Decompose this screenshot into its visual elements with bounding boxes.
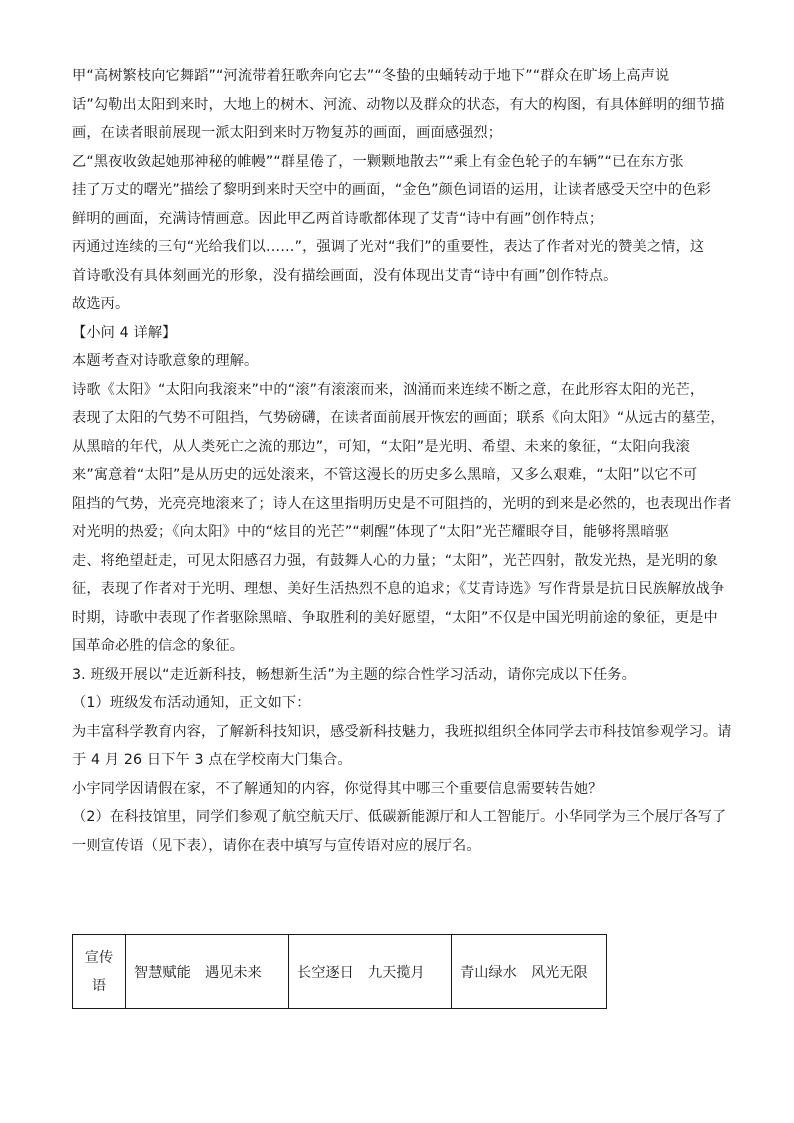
text-line: （1）班级发布活动通知，正文如下： [72,695,311,711]
text-line: 3. 班级开展以“走近新科技，畅想新生活”为主题的综合性学习活动，请你完成以下任务。 [72,666,636,683]
table-row [73,935,607,1009]
slogan-table [72,934,607,1009]
text-line: 首诗歌没有具体刻画光的形象，没有描绘画面，没有体现出艾青“诗中有画”创作特点。 [72,267,618,284]
text-line: 对光明的热爱；《向太阳》中的“炫目的光芒”“刺醒”体现了“太阳”光芒耀眼夺目，能够将黑暗驱 [72,524,670,540]
text-line: 甲“高树繁枝向它舞蹈”“河流带着狂歌奔向它去”“冬蛰的虫蛹转动于地下”“群众在旷场上高声说 [72,68,670,84]
text-line: 诗歌《太阳》“太阳向我滚来”中的“滚”有滚滚而来，汹涌而来连续不断之意，在此形容太阳的光芒， [72,381,705,398]
table-header-cell [73,935,126,1009]
text-line: 征，表现了作者对于光明、理想、美好生活热烈不息的追求；《艾青诗选》写作背景是抗日民族解放战争 [72,581,725,597]
text-line: 从黑暗的年代，从人类死亡之流的那边”，可知，“太阳”是光明、希望、未来的象征，“太阳向我滚 [72,438,690,455]
text-line: 走、将绝望赶走，可见太阳感召力强，有鼓舞人心的力量；“太阳”，光芒四射，散发光热，是光明的象 [72,552,718,569]
text-line: 鲜明的画面，充满诗情画意。因此甲乙两首诗歌都体现了艾青“诗中有画”创作特点； [72,210,604,227]
text-line: 挂了万丈的曙光”描绘了黎明到来时天空中的画面，“金色”颜色词语的运用，让读者感受天空中的色彩 [72,182,712,198]
text-line: 话”勾勒出太阳到来时，大地上的树木、河流、动物以及群众的状态，有大的构图，有具体鲜明的细节描 [72,96,725,113]
text-line: 画，在读者眼前展现一派太阳到来时万物复苏的画面，画面感强烈； [72,125,503,141]
text-line: 丙通过连续的三句“光给我们以……”，强调了光对“我们”的重要性，表达了作者对光的赞美之情，这 [72,239,705,255]
text-line: 时期，诗歌中表现了作者驱除黑暗、争取胜利的美好愿望，“太阳”不仅是中国光明前途的象征，更是中 [72,609,718,626]
text-line: 国革命必胜的信念的象征。 [72,638,245,654]
text-line: 为丰富科学教育内容，了解新科技知识，感受新科技魅力，我班拟组织全体同学去市科技馆参观学习。请 [72,723,732,740]
text-line: 表现了太阳的气势不可阻挡，气势磅礴，在读者面前展开恢宏的画面；联系《向太阳》“从远古的墓茔， [72,410,725,426]
text-line: 【小问 4 详解】 [72,324,177,341]
text-line: 小宇同学因请假在家，不了解通知的内容，你觉得其中哪三个重要信息需要转告她？ [72,780,603,797]
text-line: 于 4 月 26 日下午 3 点在学校南大门集合。 [72,752,352,768]
slogan-cell-1: 智慧赋能 遇见未来 [126,935,289,1009]
text-line: 阻挡的气势，光亮亮地滚来了；诗人在这里指明历史是不可阻挡的，光明的到来是必然的，也表现出作者 [72,495,732,512]
header-text-line2: 语 [91,977,107,994]
header-text-line1: 宣传 [84,949,114,966]
text-line: 本题考查对诗歌意象的理解。 [72,353,259,369]
slogan-cell-3: 青山绿水 风光无限 [452,935,607,1009]
text-line: （2）在科技馆里，同学们参观了航空航天厅、低碳新能源厅和人工智能厅。小华同学为三个展厅各写了 [72,809,727,825]
text-line: 来”寓意着“太阳”是从历史的远处滚来，不管这漫长的历史多么黑暗，又多么艰难，“太阳”以它不可 [72,467,698,483]
text-line: 一则宣传语（见下表），请你在表中填写与宣传语对应的展厅名。 [72,837,481,854]
text-line: 乙“黑夜收敛起她那神秘的帷幔”“群星倦了，一颗颗地散去”“乘上有金色轮子的车辆”“已在东方张 [72,153,684,170]
slogan-cell-2: 长空逐日 九天揽月 [289,935,452,1009]
document-body [72,62,732,860]
text-line: 故选丙。 [72,296,130,312]
